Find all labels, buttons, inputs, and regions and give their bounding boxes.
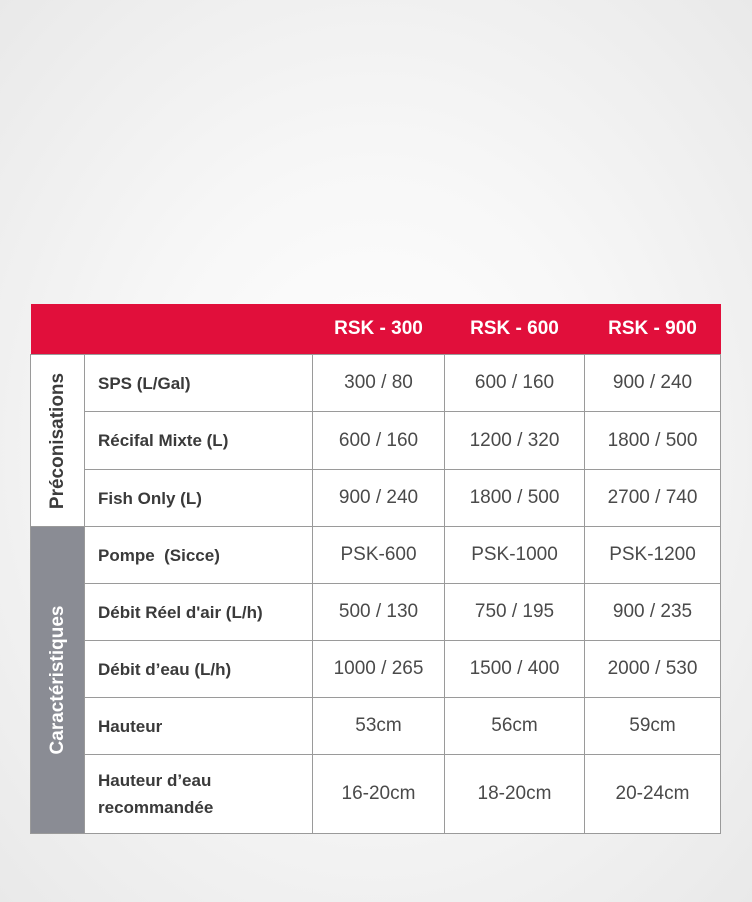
table-cell: 18-20cm — [445, 755, 585, 834]
table-cell: 900 / 235 — [585, 584, 721, 641]
table-cell: 53cm — [313, 698, 445, 755]
group-label-preconisations — [31, 355, 85, 527]
table-row — [31, 412, 721, 470]
table-cell: 20-24cm — [585, 755, 721, 834]
table-cell: 600 / 160 — [313, 412, 445, 470]
table-cell: 2700 / 740 — [585, 470, 721, 527]
table-cell: 1200 / 320 — [445, 412, 585, 470]
table-row — [31, 355, 721, 412]
table-row — [31, 755, 721, 834]
table-cell: 16-20cm — [313, 755, 445, 834]
row-label: SPS (L/Gal) — [85, 355, 313, 412]
table-cell: PSK-1000 — [445, 527, 585, 584]
row-label: Hauteur d’eau recommandée — [85, 755, 313, 834]
table-cell: 900 / 240 — [313, 470, 445, 527]
row-label: Débit d’eau (L/h) — [85, 641, 313, 698]
table-cell: 900 / 240 — [585, 355, 721, 412]
row-label: Fish Only (L) — [85, 470, 313, 527]
table-header-row — [31, 304, 721, 355]
table-cell: PSK-1200 — [585, 527, 721, 584]
table-row — [31, 641, 721, 698]
table-cell: 1800 / 500 — [445, 470, 585, 527]
group-label-caracteristiques — [31, 527, 85, 834]
table-cell: 56cm — [445, 698, 585, 755]
table-cell: 1000 / 265 — [313, 641, 445, 698]
table-cell: 750 / 195 — [445, 584, 585, 641]
table-cell: 500 / 130 — [313, 584, 445, 641]
column-header: RSK - 300 — [313, 304, 445, 355]
table-row — [31, 470, 721, 527]
table-cell: 1500 / 400 — [445, 641, 585, 698]
column-header: RSK - 600 — [445, 304, 585, 355]
table-row — [31, 527, 721, 584]
table-cell: 2000 / 530 — [585, 641, 721, 698]
specifications-table — [30, 304, 721, 834]
row-label: Pompe (Sicce) — [85, 527, 313, 584]
table-row — [31, 584, 721, 641]
row-label: Récifal Mixte (L) — [85, 412, 313, 470]
group-label-text: Caractéristiques — [46, 605, 68, 755]
table-cell: 1800 / 500 — [585, 412, 721, 470]
table-cell: PSK-600 — [313, 527, 445, 584]
table-cell: 600 / 160 — [445, 355, 585, 412]
header-empty-cell — [31, 304, 313, 355]
row-label: Débit Réel d'air (L/h) — [85, 584, 313, 641]
table-cell: 59cm — [585, 698, 721, 755]
table-row — [31, 698, 721, 755]
table-cell: 300 / 80 — [313, 355, 445, 412]
column-header: RSK - 900 — [585, 304, 721, 355]
row-label: Hauteur — [85, 698, 313, 755]
group-label-text: Préconisations — [46, 372, 68, 509]
